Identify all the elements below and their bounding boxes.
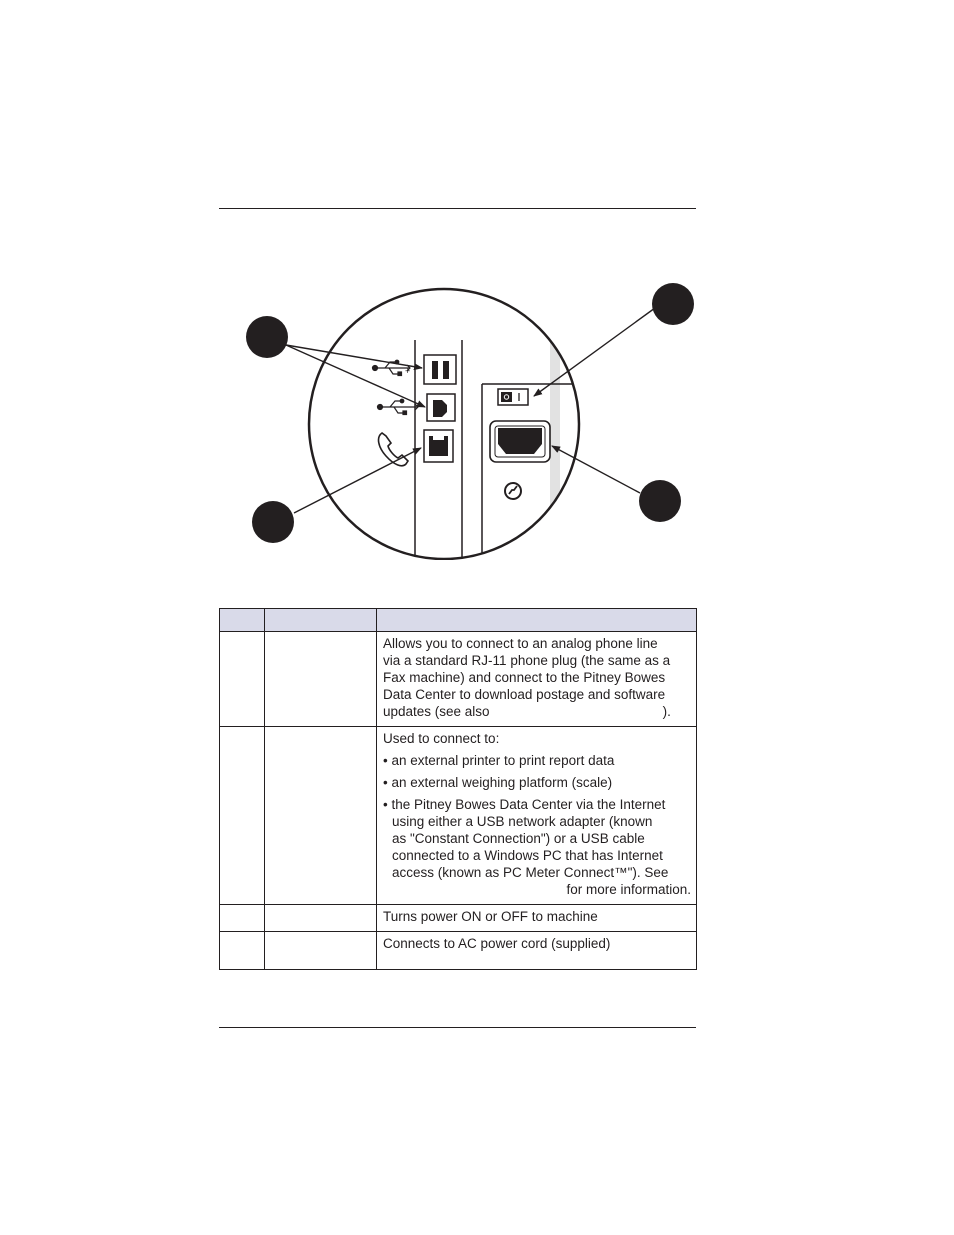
rear-panel-diagram (200, 270, 720, 560)
column-header (220, 609, 265, 632)
usb-host-port (424, 355, 456, 384)
row-name (265, 905, 377, 932)
phone-handset-icon (379, 433, 408, 466)
phone-line-port (424, 430, 453, 462)
bullet-item: • the Pitney Bowes Data Center via the Internet (383, 797, 666, 812)
desc-line: Fax machine) and connect to the Pitney Bowes (383, 670, 666, 685)
desc-line: ). (662, 704, 671, 719)
table-row (220, 905, 697, 932)
table-row (220, 932, 697, 970)
desc-line: Allows you to connect to an analog phone line (383, 636, 658, 651)
ac-power-inlet (490, 421, 550, 462)
bullet-continuation: using either a USB network adapter (known (392, 814, 653, 829)
row-name (265, 727, 377, 905)
row-name (265, 932, 377, 970)
callout-marker (246, 316, 288, 358)
column-header (377, 609, 697, 632)
callout-arrows (286, 308, 655, 513)
callout-marker (652, 283, 694, 325)
power-symbol-icon (505, 483, 521, 499)
column-header (265, 609, 377, 632)
power-switch (498, 389, 528, 405)
callout-marker (639, 480, 681, 522)
desc-intro: Used to connect to: (383, 731, 500, 746)
table-row (220, 632, 697, 727)
bullet-continuation: connected to a Windows PC that has Internet (392, 848, 663, 863)
row-description: Turns power ON or OFF to machine (377, 905, 697, 932)
desc-tail: for more information. (566, 882, 691, 897)
desc-line: Data Center to download postage and software (383, 687, 666, 702)
bullet-continuation: as "Constant Connection") or a USB cable (392, 831, 645, 846)
row-number (220, 632, 265, 727)
bullet-item: • an external printer to print report data (383, 753, 615, 768)
usb-device-port (427, 394, 455, 421)
bullet-item: • an external weighing platform (scale) (383, 775, 613, 790)
bottom-rule (219, 1027, 696, 1028)
row-number (220, 905, 265, 932)
row-number (220, 932, 265, 970)
table-row (220, 727, 697, 905)
desc-line: updates (see also (383, 704, 490, 719)
ports-table (219, 608, 697, 970)
bullet-continuation: access (known as PC Meter Connect™"). See (392, 865, 669, 880)
row-description (377, 727, 697, 905)
row-number (220, 727, 265, 905)
row-description (377, 632, 697, 727)
top-rule (219, 208, 696, 209)
row-name (265, 632, 377, 727)
row-description: Connects to AC power cord (supplied) (377, 932, 697, 970)
desc-line: via a standard RJ-11 phone plug (the same as a (383, 653, 671, 668)
table-header-row (220, 609, 697, 632)
callout-marker (252, 501, 294, 543)
svg-text:+: + (405, 366, 411, 376)
